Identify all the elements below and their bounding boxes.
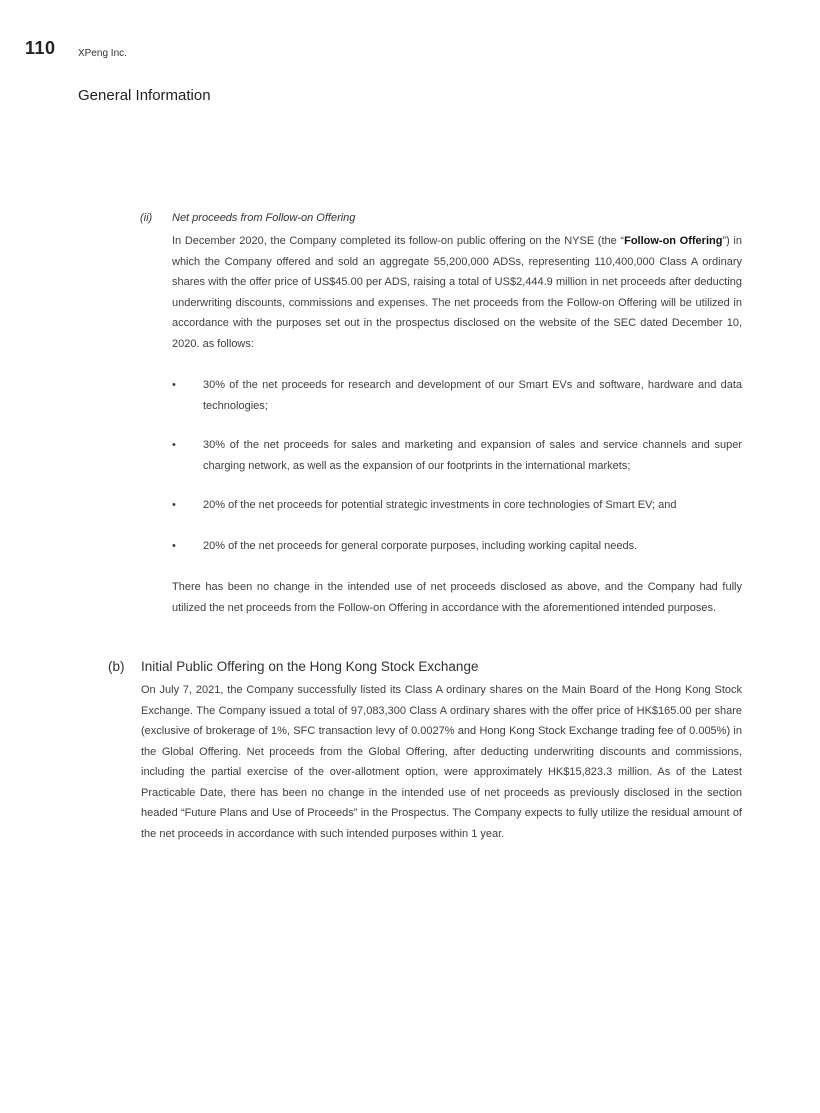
follow-on-defined-term: Follow-on Offering (624, 235, 723, 247)
bullet-item: 20% of the net proceeds for general corporate purposes, including working capital needs. (203, 540, 638, 552)
follow-on-paragraph (172, 231, 742, 354)
bullet-marker: • (172, 379, 176, 391)
follow-on-text-part1: In December 2020, the Company completed its follow-on public offering on the NYSE (the “ (172, 235, 625, 247)
follow-on-text-part2: ”) in which the Company offered and sold an aggregate 55,200,000 ADSs, representing 110,400,000 Class A ordinary shares with the offer price of US$45.00 per ADS, raising a total of US$2,444.9 million in net proceeds after deducting underwriting discounts, commissions and expenses. The net proceeds from the Follow-on Offering will be utilized in accordance with the purposes set out in the prospectus disclosed on the website of the SEC dated December 10, 2020. as follows: (172, 235, 742, 350)
bullet-marker: • (172, 439, 176, 451)
section-b-title: Initial Public Offering on the Hong Kong Stock Exchange (141, 659, 479, 674)
subsection-label: (ii) (140, 212, 153, 224)
bullet-item: 30% of the net proceeds for sales and marketing and expansion of sales and service channels and super charging network, as well as the expansion of our footprints in the international markets; (203, 439, 742, 472)
bullet-item: 30% of the net proceeds for research and development of our Smart EVs and software, hardware and data technologies; (203, 379, 742, 412)
company-name: XPeng Inc. (78, 48, 127, 59)
hk-ipo-paragraph: On July 7, 2021, the Company successfully listed its Class A ordinary shares on the Main Board of the Hong Kong Stock Exchange. The Company issued a total of 97,083,300 Class A ordinary shares with the offer price of HK$165.00 per share (exclusive of brokerage of 1%, SFC transaction levy of 0.0027% and Hong Kong Stock Exchange trading fee of 0.005%) in the Global Offering. Net proceeds from the Global Offering, after deducting underwriting discounts and commissions, including the partial exercise of the over-allotment option, were approximately HK$15,823.3 million. As of the Latest Practicable Date, there has been no change in the intended use of net proceeds as previously disclosed in the section headed “Future Plans and Use of Proceeds” in the Prospectus. The Company expects to fully utilize the residual amount of the net proceeds in accordance with such intended purposes within 1 year. (141, 684, 742, 840)
bullet-marker: • (172, 499, 176, 511)
subsection-title: Net proceeds from Follow-on Offering (172, 212, 356, 224)
page-number: 110 (25, 38, 56, 58)
section-b-label: (b) (108, 659, 125, 674)
bullet-marker: • (172, 540, 176, 552)
closing-paragraph: There has been no change in the intended use of net proceeds disclosed as above, and the Company had fully utilized the net proceeds from the Follow-on Offering in accordance with the aforementioned intended purposes. (172, 581, 742, 614)
bullet-item: 20% of the net proceeds for potential strategic investments in core technologies of Smart EV; and (203, 499, 677, 511)
section-title: General Information (78, 87, 211, 104)
